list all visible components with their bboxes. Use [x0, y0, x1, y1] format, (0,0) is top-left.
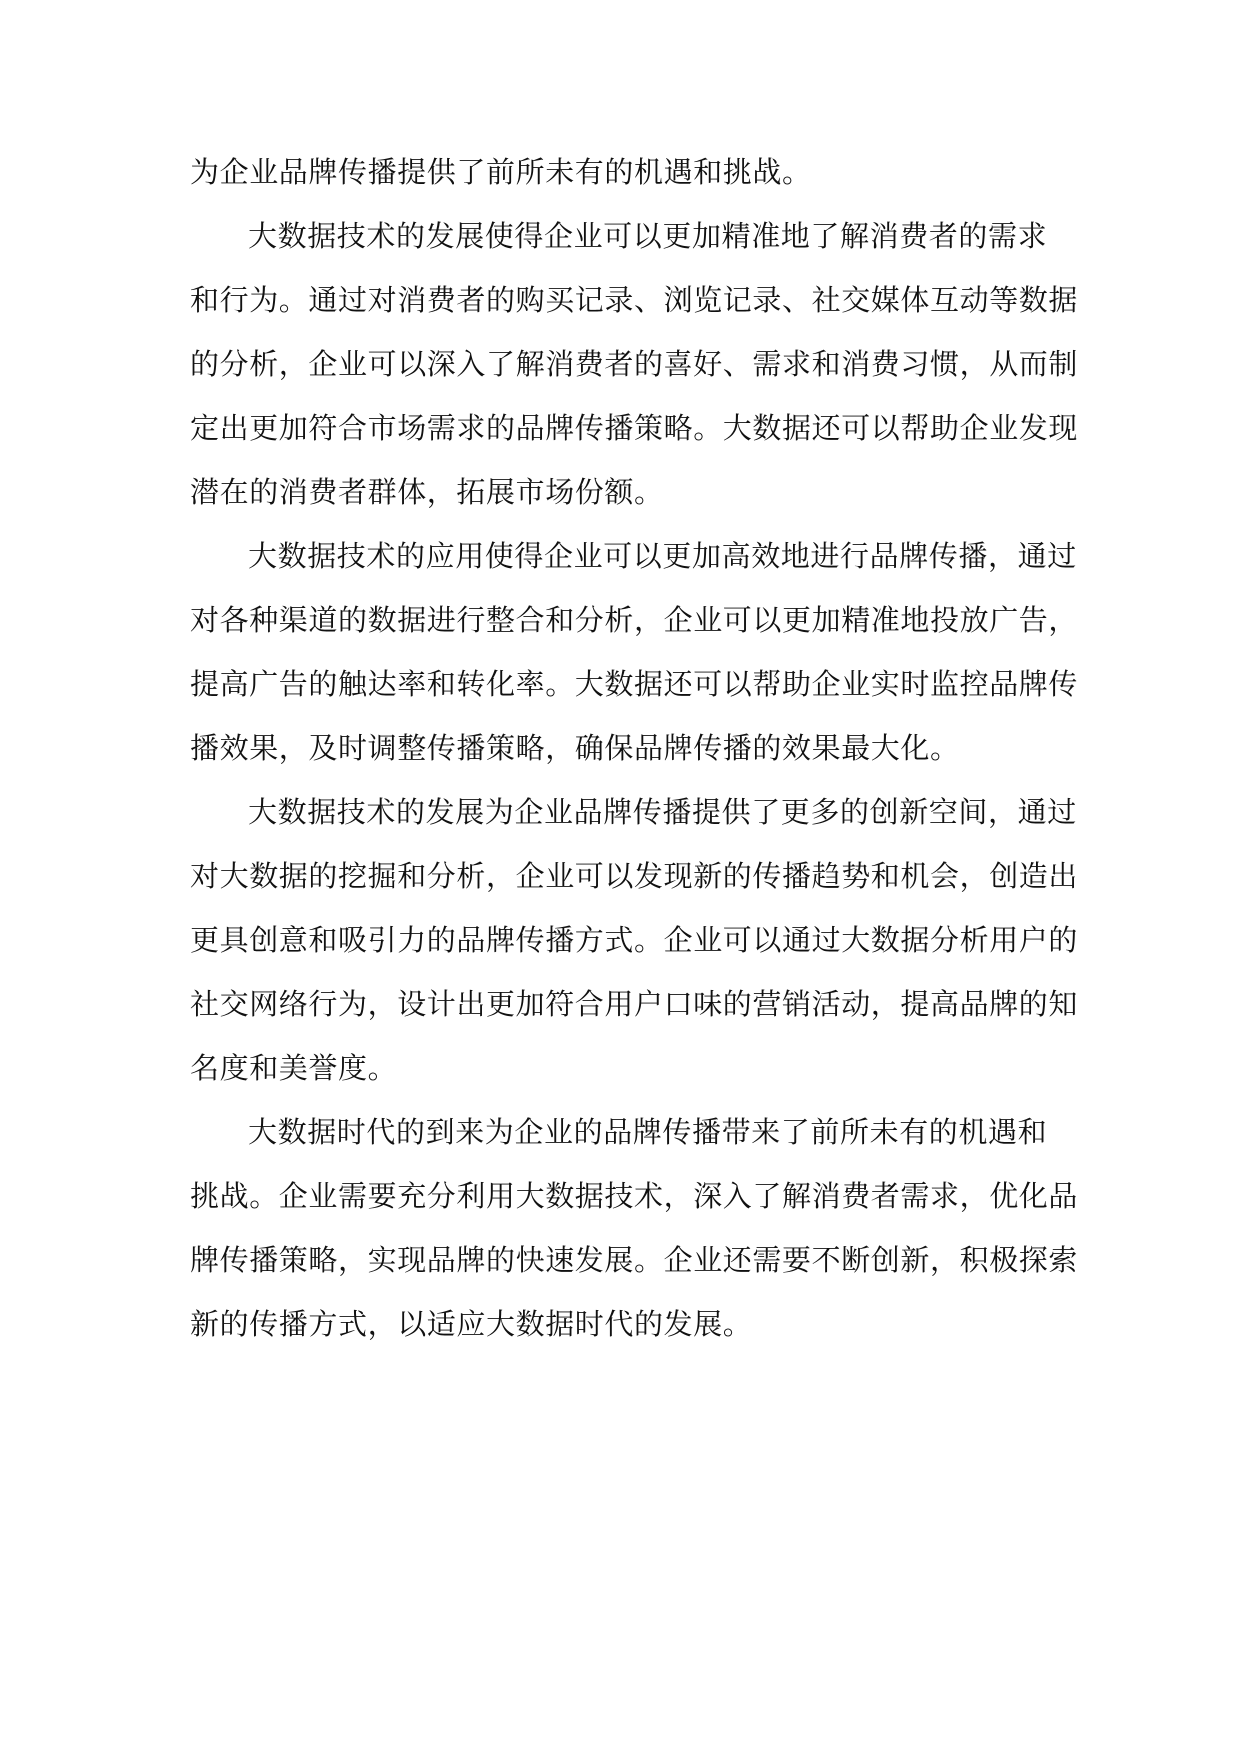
text-line: 为企业品牌传播提供了前所未有的机遇和挑战。 — [190, 155, 812, 189]
text-line: 对大数据的挖掘和分析，企业可以发现新的传播趋势和机会，创造出 — [190, 859, 1079, 893]
text-line: 提高广告的触达率和转化率。大数据还可以帮助企业实时监控品牌传 — [190, 667, 1079, 701]
text-line: 牌传播策略，实现品牌的快速发展。企业还需要不断创新，积极探索 — [190, 1243, 1079, 1277]
body-text — [190, 140, 1079, 1356]
text-line: 潜在的消费者群体，拓展市场份额。 — [190, 475, 664, 509]
text-line: 大数据技术的应用使得企业可以更加高效地进行品牌传播，通过 — [248, 539, 1077, 573]
text-line: 新的传播方式，以适应大数据时代的发展。 — [190, 1307, 753, 1341]
text-line: 大数据技术的发展使得企业可以更加精准地了解消费者的需求 — [248, 219, 1048, 253]
text-line: 和行为。通过对消费者的购买记录、浏览记录、社交媒体互动等数据 — [190, 283, 1079, 317]
text-line: 更具创意和吸引力的品牌传播方式。企业可以通过大数据分析用户的 — [190, 923, 1079, 957]
paragraph — [190, 1100, 1079, 1356]
paragraph — [190, 780, 1079, 1100]
paragraph — [190, 140, 1052, 204]
text-line: 社交网络行为，设计出更加符合用户口味的营销活动，提高品牌的知 — [190, 987, 1079, 1021]
text-line: 播效果，及时调整传播策略，确保品牌传播的效果最大化。 — [190, 731, 960, 765]
text-line: 对各种渠道的数据进行整合和分析，企业可以更加精准地投放广告， — [190, 603, 1079, 637]
text-line: 名度和美誉度。 — [190, 1051, 398, 1085]
paragraph — [190, 524, 1079, 780]
paragraph — [190, 204, 1079, 524]
text-line: 大数据技术的发展为企业品牌传播提供了更多的创新空间，通过 — [248, 795, 1077, 829]
text-line: 大数据时代的到来为企业的品牌传播带来了前所未有的机遇和 — [248, 1115, 1048, 1149]
text-line: 的分析，企业可以深入了解消费者的喜好、需求和消费习惯，从而制 — [190, 347, 1079, 381]
text-line: 挑战。企业需要充分利用大数据技术，深入了解消费者需求，优化品 — [190, 1179, 1079, 1213]
text-line: 定出更加符合市场需求的品牌传播策略。大数据还可以帮助企业发现 — [190, 411, 1079, 445]
